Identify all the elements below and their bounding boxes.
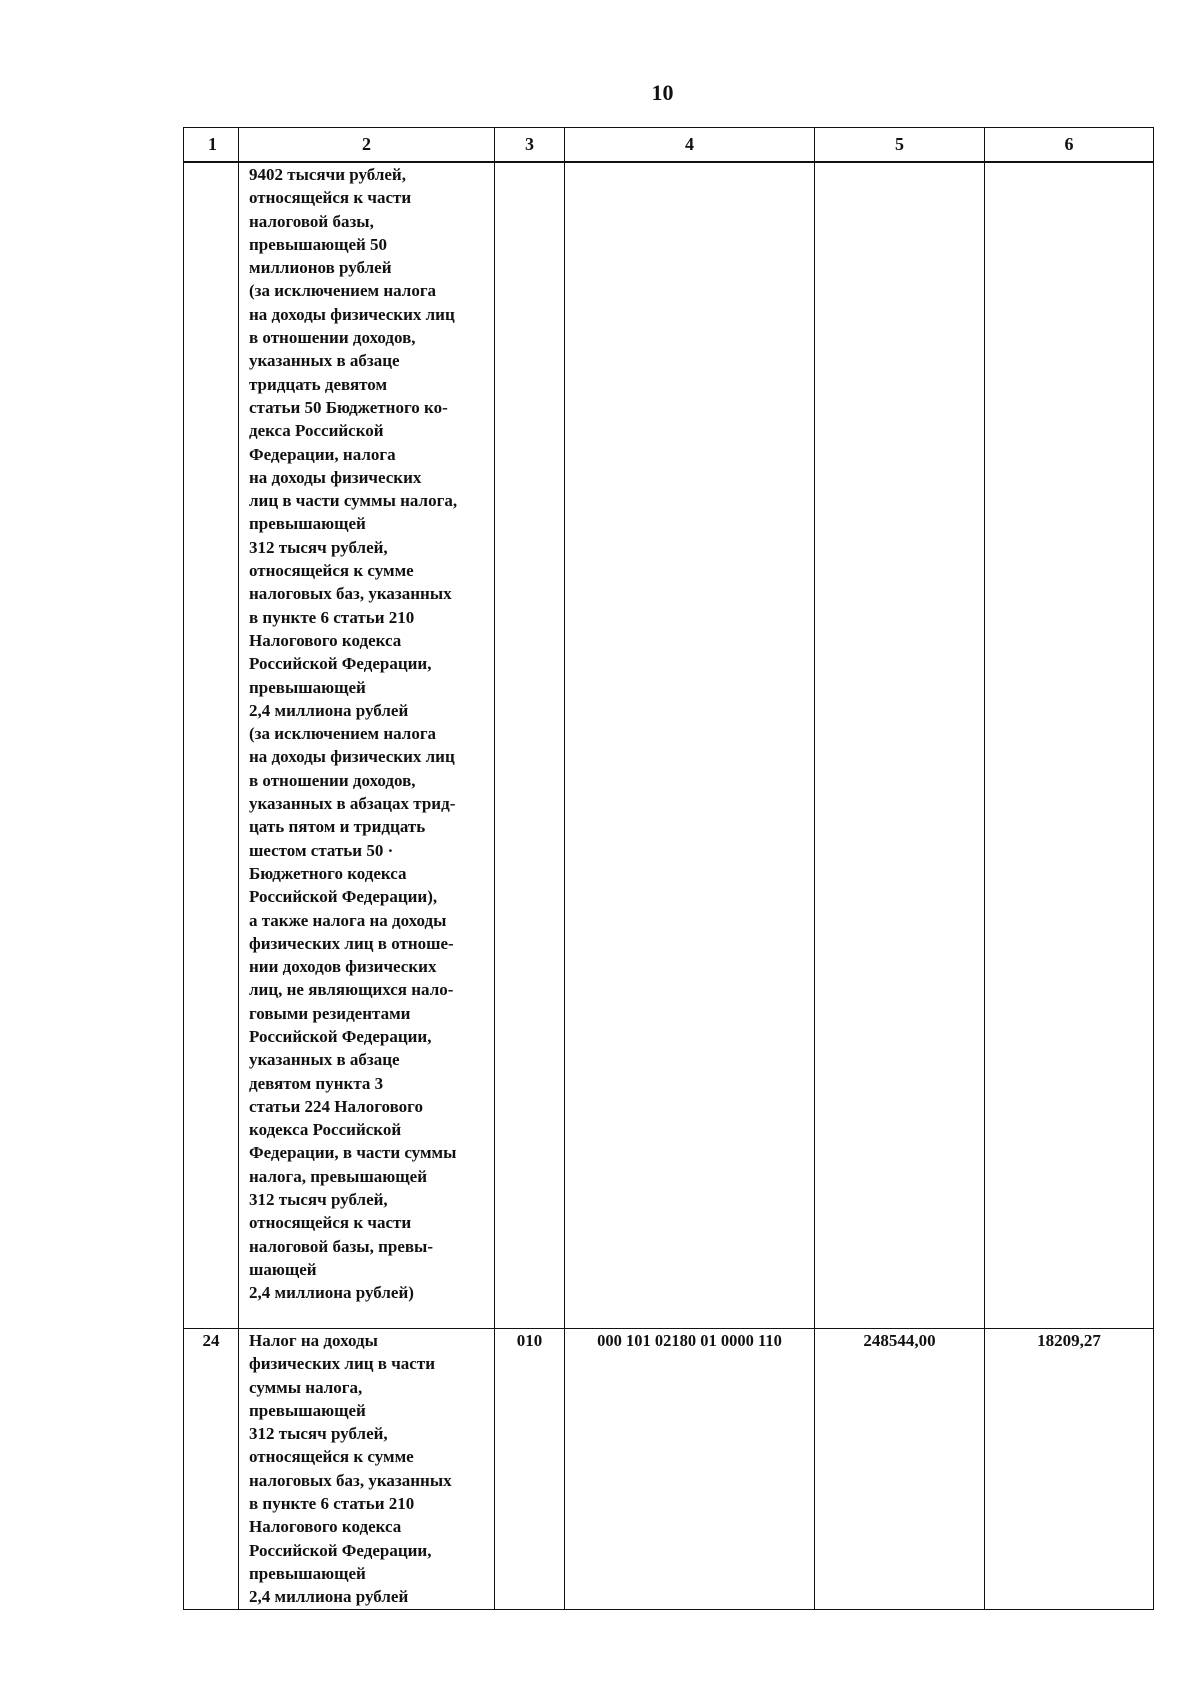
value-col6-cell: 18209,27 (985, 1329, 1154, 1610)
code-admin-cell (495, 162, 565, 1329)
kbk-code-cell: 000 101 02180 01 0000 110 (565, 1329, 815, 1610)
row-number-cell (184, 162, 239, 1329)
value-col5-cell (815, 162, 985, 1329)
row-number-cell: 24 (184, 1329, 239, 1610)
table-header-row (184, 128, 1154, 163)
value-col5-cell: 248544,00 (815, 1329, 985, 1610)
table-row (184, 1329, 1154, 1610)
header-col-2: 2 (239, 128, 495, 163)
value-col6-cell (985, 162, 1154, 1329)
header-col-1: 1 (184, 128, 239, 163)
table-row (184, 162, 1154, 1329)
code-admin-cell: 010 (495, 1329, 565, 1610)
budget-table (183, 127, 1154, 1610)
header-col-5: 5 (815, 128, 985, 163)
header-col-6: 6 (985, 128, 1154, 163)
header-col-4: 4 (565, 128, 815, 163)
header-col-3: 3 (495, 128, 565, 163)
kbk-code-cell (565, 162, 815, 1329)
description-cell: 9402 тысячи рублей, относящейся к части налоговой базы, превышающей 50 миллионов рублей (за исключением налога на доходы физических лиц в отношении доходов, указанных в абзаце тридцать девятом статьи 50 Бюджетного ко- декса Российской Федерации, налога на доходы физических лиц в части суммы налога, превышающей 312 тысяч рублей, относящейся к сумме налоговых баз, указанных в пункте 6 статьи 210 Налогового кодекса Российской Федерации, превышающей 2,4 миллиона рублей (за исключением налога на доходы физических лиц в отношении доходов, указанных в абзацах трид- цать пятом и тридцать шестом статьи 50 · Бюджетного кодекса Российской Федерации), а также налога на доходы физических лиц в отноше- нии доходов физических лиц, не являющихся нало- говыми резидентами Российской Федерации, указанных в абзаце девятом пункта 3 статьи 224 Налогового кодекса Российской Федерации, в части суммы налога, превышающей 312 тысяч рублей, относящейся к части налоговой базы, превы- шающей 2,4 миллиона рублей) (239, 162, 495, 1329)
page-number: 10 (651, 80, 674, 105)
description-cell: Налог на доходы физических лиц в части суммы налога, превышающей 312 тысяч рублей, относящейся к сумме налоговых баз, указанных в пункте 6 статьи 210 Налогового кодекса Российской Федерации, превышающей 2,4 миллиона рублей (239, 1329, 495, 1610)
